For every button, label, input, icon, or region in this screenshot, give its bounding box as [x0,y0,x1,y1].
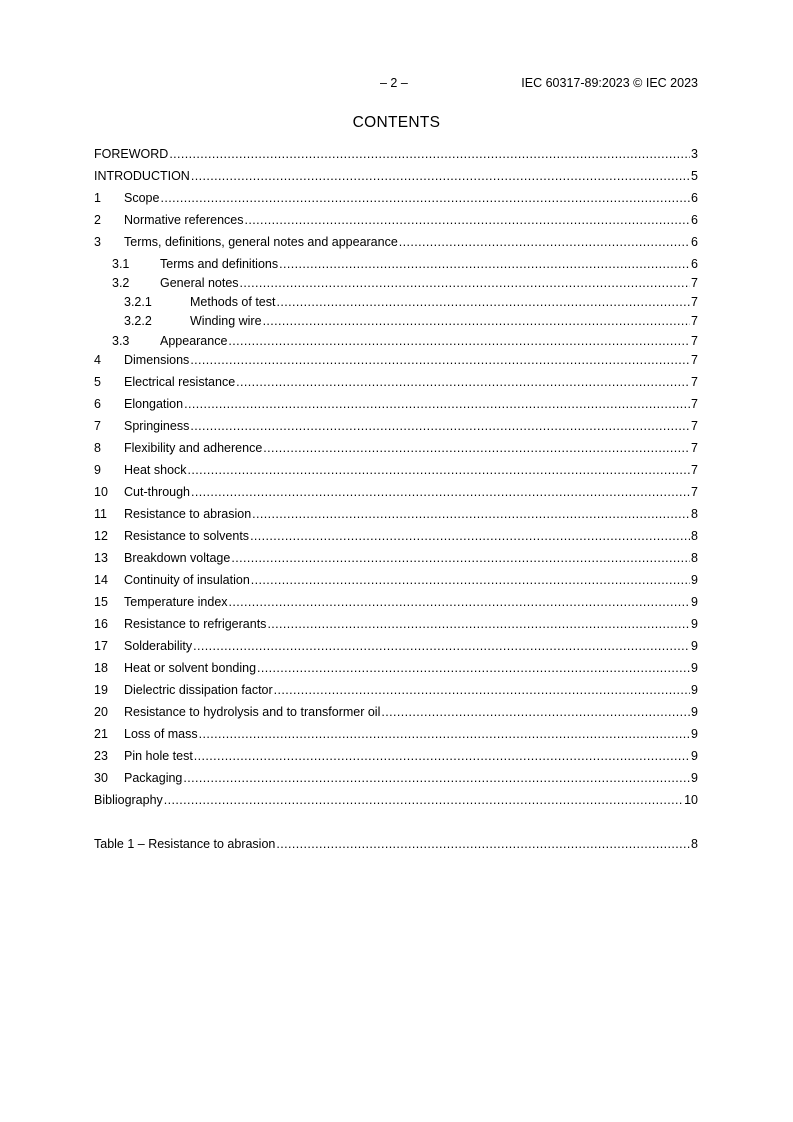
dot-leader [188,462,691,478]
toc-entry-title: Packaging [124,771,183,785]
toc-entry[interactable] [94,234,698,250]
dot-leader [257,660,690,676]
dot-leader [228,333,690,349]
toc-entry[interactable] [94,638,698,654]
toc-entry-title: Scope [124,191,160,205]
toc-entry[interactable] [112,333,698,349]
dot-leader [240,275,691,291]
toc-entry-page: 7 [691,463,698,477]
toc-entry-page: 7 [691,334,698,348]
toc-entry-number: 19 [94,683,108,697]
toc-entry-number: 3.2.1 [124,295,152,309]
toc-entry[interactable] [94,770,698,786]
toc-entry-number: 12 [94,529,108,543]
toc-entry-title: Winding wire [190,314,262,328]
toc-entry-title: Methods of test [190,295,276,309]
toc-entry-title: Cut-through [124,485,191,499]
toc-entry-title: Heat shock [124,463,187,477]
toc-entry-number: 1 [94,191,101,205]
toc-entry-page: 7 [691,485,698,499]
dot-leader [251,572,690,588]
toc-entry[interactable] [94,190,698,206]
toc-entry-title: Elongation [124,397,184,411]
toc-entry[interactable] [112,256,698,272]
toc-entry-title: Flexibility and adherence [124,441,263,455]
toc-entry-title: Dielectric dissipation factor [124,683,273,697]
toc-entry[interactable] [94,168,698,184]
toc-entry-page: 8 [691,507,698,521]
dot-leader [263,440,690,456]
toc-entry-title: Solderability [124,639,193,653]
toc-entry-title: Bibliography [94,793,163,807]
dot-leader [267,616,690,632]
toc-entry-title: Terms and definitions [160,257,279,271]
toc-entry-title: Resistance to abrasion [124,507,252,521]
toc-entry-number: 3 [94,235,101,249]
toc-entry-page: 9 [691,771,698,785]
page-title: CONTENTS [352,114,441,131]
toc-entry[interactable] [94,212,698,228]
list-of-tables-item[interactable] [94,836,698,852]
dot-leader [276,294,690,310]
toc-entry-number: 3.3 [112,334,130,348]
toc-entry-page: 7 [691,295,698,309]
toc-entry-title: General notes [160,276,239,290]
toc-entry-page: 10 [684,793,698,807]
toc-entry[interactable] [94,748,698,764]
toc-entry-page: 8 [691,529,698,543]
toc-entry-number: 3.1 [112,257,130,271]
toc-entry-number: 6 [94,397,101,411]
toc-entry-page: 7 [691,441,698,455]
toc-entry-number: 21 [94,727,108,741]
toc-entry-number: 4 [94,353,101,367]
dot-leader [279,256,690,272]
toc-entry-title: Normative references [124,213,244,227]
toc-entry-title: Terms, definitions, general notes and appearance [124,235,398,249]
toc-entry-page: 7 [691,397,698,411]
toc-entry-number: 3.2.2 [124,314,152,328]
toc-entry[interactable] [94,594,698,610]
dot-leader [160,190,690,206]
toc-entry[interactable] [94,726,698,742]
toc-entry-number: 23 [94,749,108,763]
toc-entry-page: 7 [691,276,698,290]
toc-entry-page: 6 [691,213,698,227]
toc-entry-number: 13 [94,551,108,565]
toc-entry-title: Resistance to solvents [124,529,250,543]
toc-entry-number: 20 [94,705,108,719]
toc-entry-title: Continuity of insulation [124,573,250,587]
toc-entry-page: 6 [691,191,698,205]
dot-leader [184,396,690,412]
toc-entry[interactable] [112,275,698,291]
toc-entry-page: 7 [691,419,698,433]
toc-entry[interactable] [94,418,698,434]
toc-entry-page: 7 [691,353,698,367]
toc-entry-number: 9 [94,463,101,477]
toc-entry-page: 9 [691,705,698,719]
toc-entry-title: Pin hole test [124,749,193,763]
toc-entry-page: 8 [691,837,698,851]
toc-entry[interactable] [94,704,698,720]
toc-entry-number: 2 [94,213,101,227]
toc-entry[interactable] [94,440,698,456]
dot-leader [236,374,690,390]
toc-entry-page: 9 [691,639,698,653]
dot-leader [190,418,690,434]
dot-leader [199,726,690,742]
toc-entry-page: 5 [691,169,698,183]
toc-entry-page: 6 [691,235,698,249]
toc-entry-page: 6 [691,257,698,271]
toc-entry[interactable] [124,313,698,329]
toc-entry-page: 7 [691,375,698,389]
toc-entry-page: 9 [691,661,698,675]
toc-entry[interactable] [94,792,698,808]
toc-entry-number: 7 [94,419,101,433]
toc-entry-page: 9 [691,727,698,741]
toc-entry-title: Breakdown voltage [124,551,231,565]
toc-entry-title: FOREWORD [94,147,169,161]
dot-leader [276,836,690,852]
toc-entry-title: Springiness [124,419,190,433]
toc-entry-title: Temperature index [124,595,228,609]
dot-leader [191,168,690,184]
dot-leader [263,313,690,329]
toc-entry-title: Resistance to refrigerants [124,617,267,631]
toc-entry-title: Resistance to hydrolysis and to transformer oil [124,705,381,719]
toc-entry-page: 9 [691,749,698,763]
toc-entry-title: Loss of mass [124,727,198,741]
standard-reference: IEC 60317-89:2023 © IEC 2023 [521,76,698,90]
toc-entry-number: 16 [94,617,108,631]
dot-leader [252,506,690,522]
toc-entry[interactable] [94,484,698,500]
toc-entry-title: Appearance [160,334,228,348]
dot-leader [250,528,690,544]
toc-entry[interactable] [94,660,698,676]
dot-leader [245,212,691,228]
toc-entry-page: 3 [691,147,698,161]
toc-entry-number: 15 [94,595,108,609]
toc-entry[interactable] [94,374,698,390]
toc-entry[interactable] [94,528,698,544]
dot-leader [191,484,690,500]
toc-entry-title: Electrical resistance [124,375,236,389]
toc-entry-title: INTRODUCTION [94,169,190,183]
toc-entry-page: 8 [691,551,698,565]
dot-leader [164,792,683,808]
toc-entry-page: 7 [691,314,698,328]
dot-leader [169,146,690,162]
dot-leader [274,682,690,698]
dot-leader [381,704,690,720]
toc-entry-number: 18 [94,661,108,675]
dot-leader [183,770,690,786]
toc-entry-title: Table 1 – Resistance to abrasion [94,837,276,851]
toc-entry-number: 5 [94,375,101,389]
toc-entry-page: 9 [691,595,698,609]
dot-leader [231,550,690,566]
toc-entry-page: 9 [691,573,698,587]
dot-leader [194,748,690,764]
toc-entry-number: 8 [94,441,101,455]
toc-entry[interactable] [94,506,698,522]
toc-entry[interactable] [94,572,698,588]
dot-leader [399,234,690,250]
toc-entry-number: 14 [94,573,108,587]
toc-entry[interactable] [94,550,698,566]
toc-entry-page: 9 [691,683,698,697]
page-number: – 2 – [380,76,408,90]
toc-entry-number: 3.2 [112,276,130,290]
dot-leader [229,594,691,610]
toc-entry-page: 9 [691,617,698,631]
toc-entry-number: 30 [94,771,108,785]
toc-entry[interactable] [94,396,698,412]
toc-entry-title: Dimensions [124,353,190,367]
toc-entry-number: 11 [94,507,107,521]
toc-entry[interactable] [94,352,698,368]
dot-leader [193,638,690,654]
toc-entry-title: Heat or solvent bonding [124,661,257,675]
toc-entry[interactable] [94,616,698,632]
toc-entry-number: 17 [94,639,108,653]
toc-entry[interactable] [94,462,698,478]
toc-entry[interactable] [124,294,698,310]
dot-leader [190,352,690,368]
toc-entry[interactable] [94,682,698,698]
toc-entry[interactable] [94,146,698,162]
toc-entry-number: 10 [94,485,108,499]
